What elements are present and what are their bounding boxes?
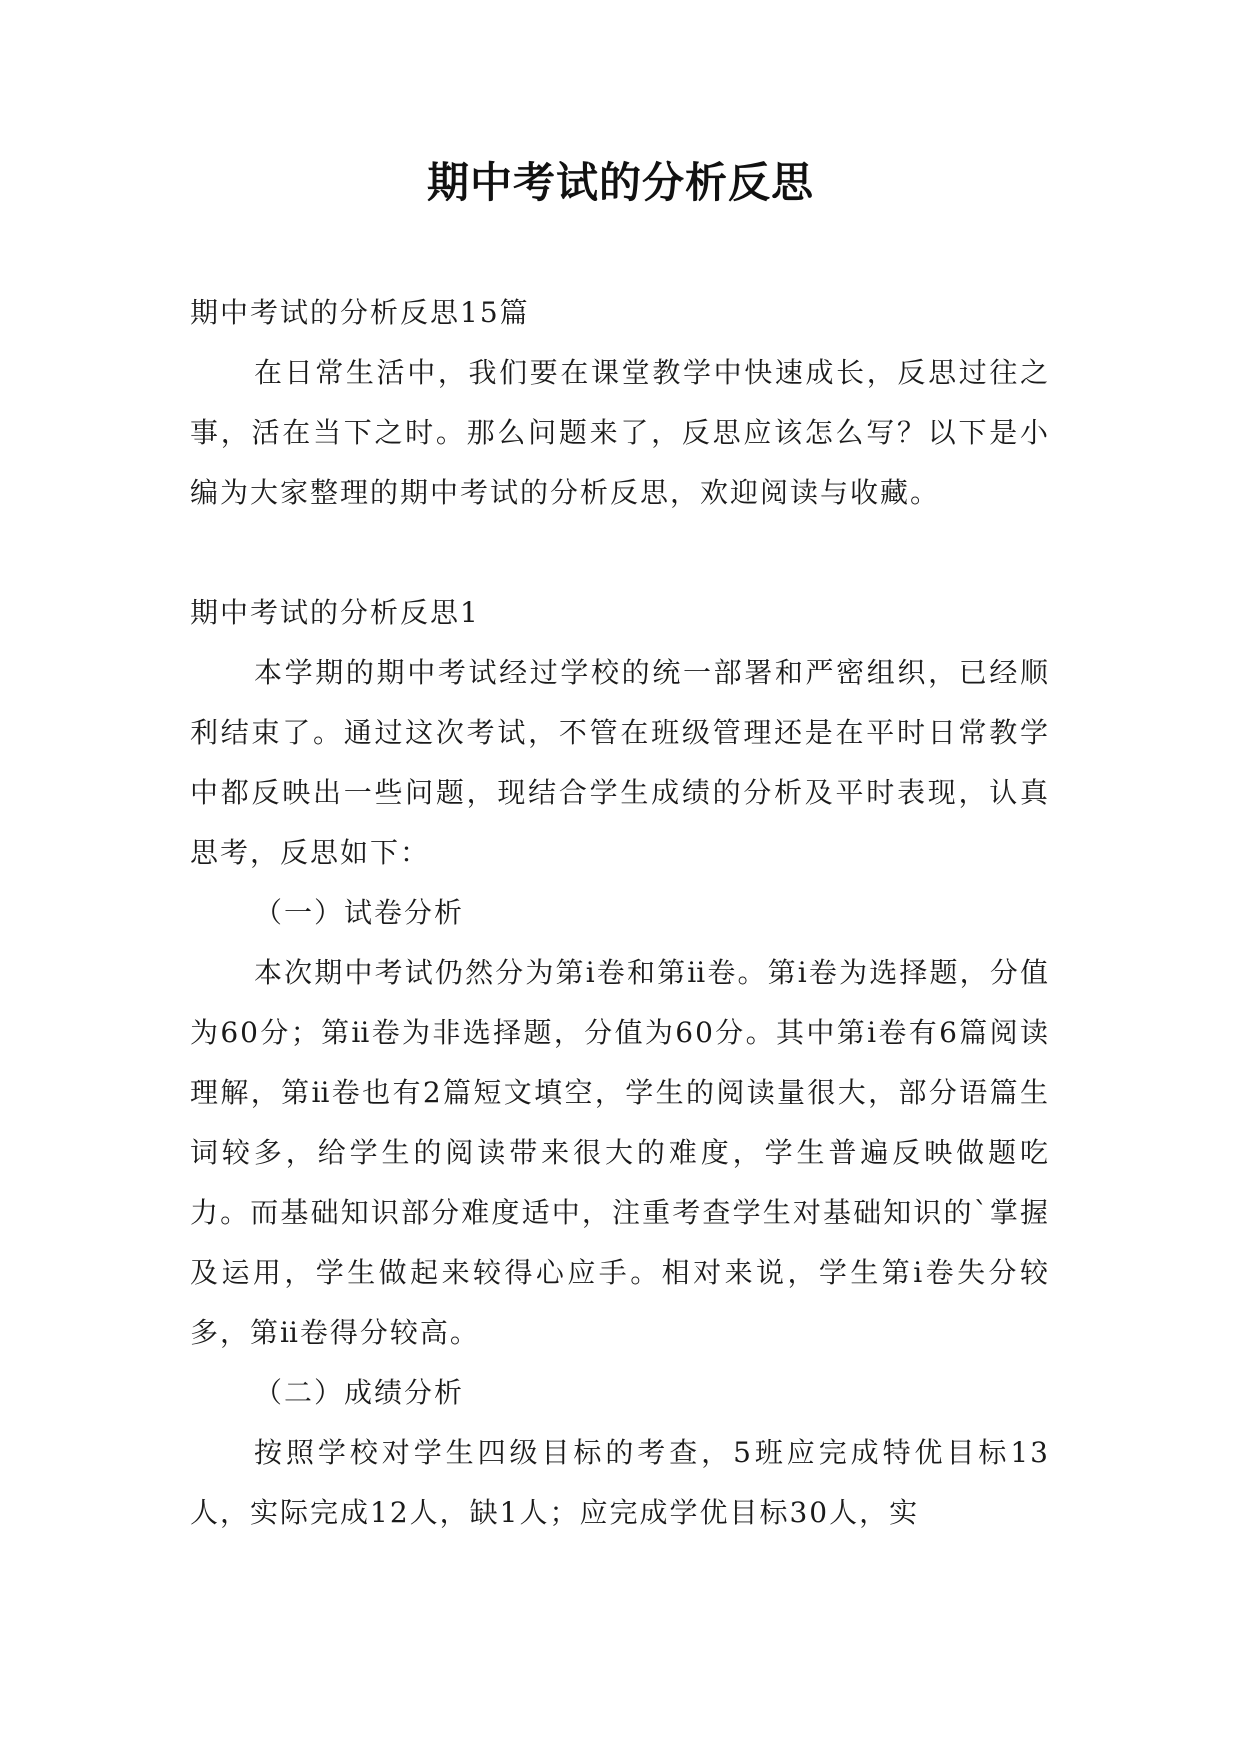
intro-paragraph: 在日常生活中，我们要在课堂教学中快速成长，反思过往之事，活在当下之时。那么问题来了，反思应该怎么写？以下是小编为大家整理的期中考试的分析反思，欢迎阅读与收藏。 <box>190 356 1050 509</box>
document-title: 期中考试的分析反思 <box>426 158 814 207</box>
body-paragraph: 本学期的期中考试经过学校的统一部署和严密组织，已经顺利结束了。通过这次考试，不管在班级管理还是在平时日常教学中都反映出一些问题，现结合学生成绩的分析及平时表现，认真思考，反思如下： <box>190 656 1050 869</box>
series-heading: 期中考试的分析反思15篇 <box>190 296 530 329</box>
section-spacer <box>190 523 1050 583</box>
section-heading: 期中考试的分析反思1 <box>190 596 480 629</box>
subsection-heading: （一）试卷分析 <box>254 896 465 929</box>
subsection-heading: （二）成绩分析 <box>254 1376 465 1409</box>
body-paragraph: 按照学校对学生四级目标的考查，5班应完成特优目标13人，实际完成12人，缺1人；应完成学优目标30人，实 <box>190 1436 1050 1529</box>
document-body <box>190 283 1050 1543</box>
body-paragraph: 本次期中考试仍然分为第ⅰ卷和第ⅱ卷。第ⅰ卷为选择题，分值为60分；第ⅱ卷为非选择题，分值为60分。其中第ⅰ卷有6篇阅读理解，第ⅱ卷也有2篇短文填空，学生的阅读量很大，部分语篇生词较多，给学生的阅读带来很大的难度，学生普遍反映做题吃力。而基础知识部分难度适中，注重考查学生对基础知识的`掌握及运用，学生做起来较得心应手。相对来说，学生第ⅰ卷失分较多，第ⅱ卷得分较高。 <box>190 956 1050 1349</box>
